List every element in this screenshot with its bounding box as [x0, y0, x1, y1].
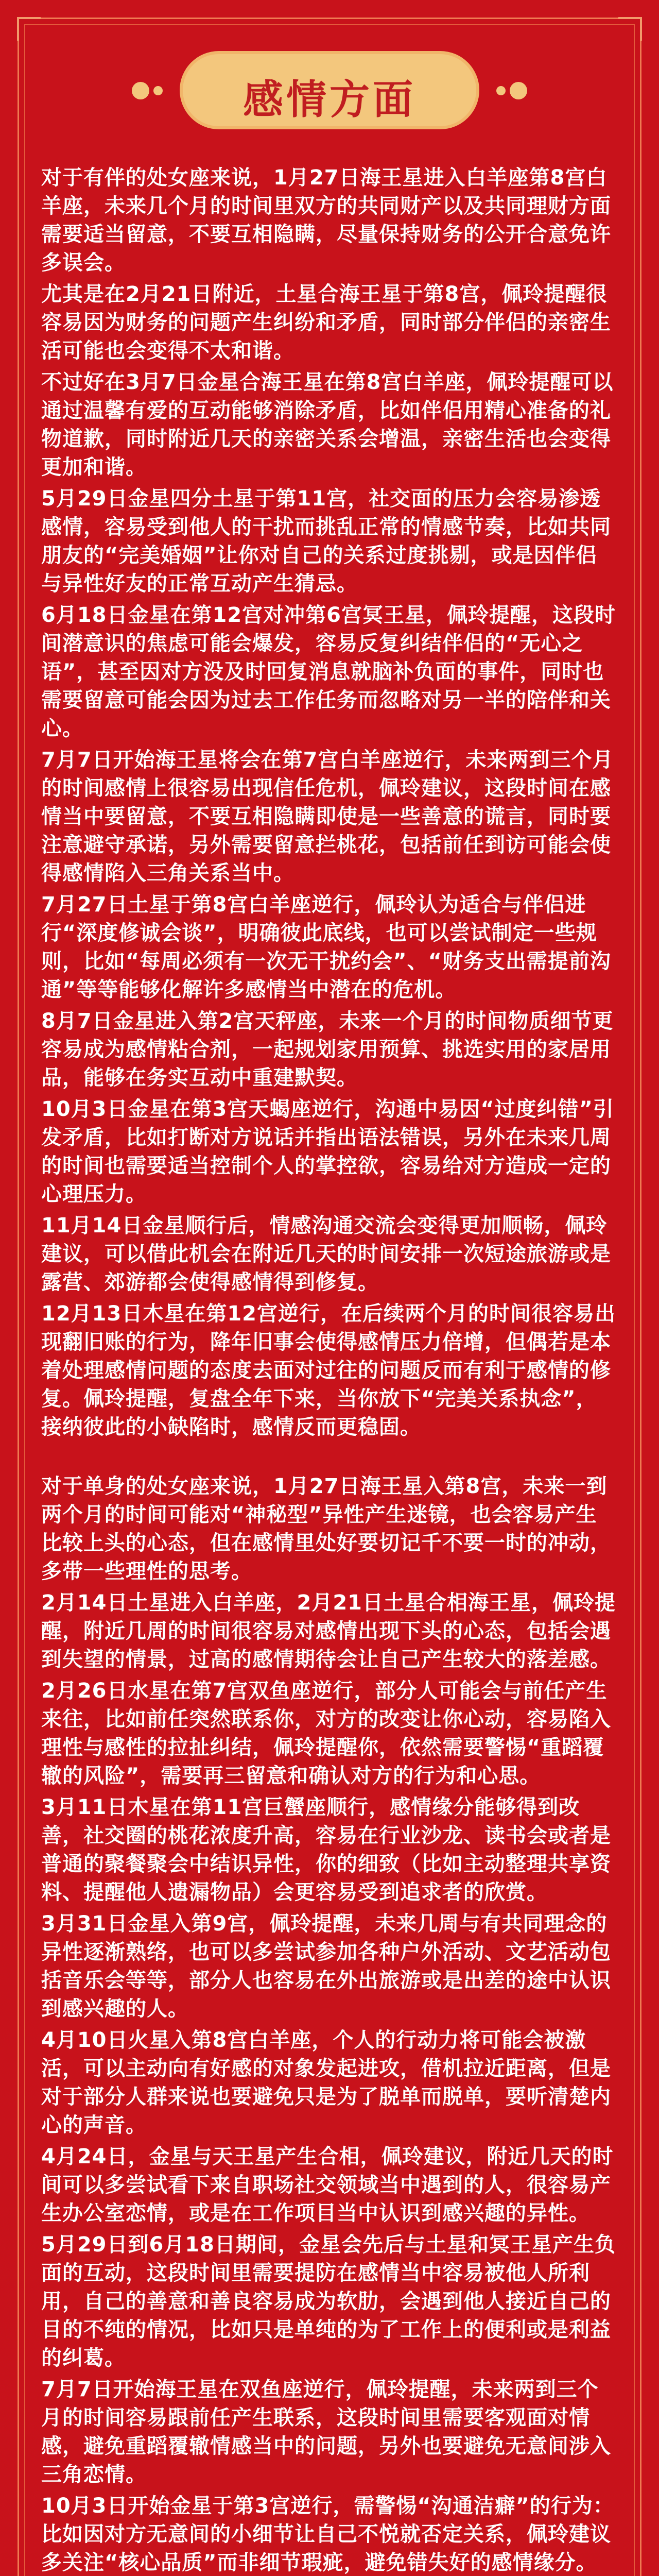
dot-ornament-icon	[485, 82, 536, 99]
paragraph: 2月14日土星进入白羊座，2月21日土星合相海王星，佩玲提醒，附近几周的时间很容易对感情出现下头的心态，包括会遇到失望的情景，过高的感情期待会让自己产生较大的落差感。	[41, 1591, 616, 1671]
paragraph: 11月14日金星顺行后，情感沟通交流会变得更加顺畅，佩玲建议，可以借此机会在附近几天的时间安排一次短途旅游或是露营、郊游都会使得感情得到修复。	[41, 1214, 611, 1294]
section-gap	[41, 1445, 618, 1472]
paragraph: 10月3日金星在第3宫天蝎座逆行，沟通中易因“过度纠错”引发矛盾，比如打断对方说话并指出语法错误，另外在未来几周的时间也需要适当控制个人的掌控欲，容易给对方造成一定的心理压力。	[41, 1097, 614, 1206]
paragraph: 12月13日木星在第12宫逆行，在后续两个月的时间很容易出现翻旧账的行为，降年旧事会使得感情压力倍增，但偶若是本着处理感情问题的态度去面对过往的问题反而有利于感情的修复。佩玲提醒，复盘全年下来，当你放下“完美关系执念”，接纳彼此的小缺陷时，感情反而更稳固。	[41, 1302, 616, 1439]
paragraph: 10月3日开始金星于第3宫逆行，需警惕“沟通洁癖”的行为：比如因对方无意间的小细节让自己不悦就否定关系，佩玲建议多关注“核心品质”而非细节瑕疵，避免错失好的感情缘分。	[41, 2494, 614, 2574]
page-title: 感情方面	[242, 77, 416, 123]
single-section	[41, 1472, 618, 2576]
article-body	[41, 164, 618, 2576]
paragraph: 2月26日水星在第7宫双鱼座逆行，部分人可能会与前任产生来往，比如前任突然联系你，对方的改变让你心动，容易陷入理性与感性的拉扯纠结，佩玲提醒你，依然需要警惕“重蹈覆辙的风险”，需要再三留意和确认对方的行为和心思。	[41, 1679, 611, 1788]
paragraph: 5月29日到6月18日期间，金星会先后与土星和冥王星产生负面的互动，这段时间里需要提防在感情当中容易被他人所利用，自己的善意和善良容易成为软肋，会遇到他人接近自己的目的不纯的情况，比如只是单纯的为了工作上的便利或是利益的纠葛。	[41, 2233, 616, 2370]
paragraph: 不过好在3月7日金星合海王星在第8宫白羊座，佩玲提醒可以通过温馨有爱的互动能够消除矛盾，比如伴侣用精心准备的礼物道歉，同时附近几天的亲密关系会增温，亲密生活也会变得更加和谐。	[41, 370, 614, 479]
paragraph: 7月7日开始海王星将会在第7宫白羊座逆行，未来两到三个月的时间感情上很容易出现信任危机，佩玲建议，这段时间在感情当中要留意，不要互相隐瞒即使是一些善意的谎言，同时要注意避守承诺，另外需要留意拦桃花，包括前任到访可能会使得感情陷入三角关系当中。	[41, 748, 614, 885]
corner-ornament	[17, 17, 41, 41]
paragraph: 7月27日土星于第8宫白羊座逆行，佩玲认为适合与伴侣进行“深度修诚会谈”，明确彼此底线，也可以尝试制定一些规则，比如“每周必须有一次无干扰约会”、“财务支出需提前沟通”等等能够化解许多感情当中潜在的危机。	[41, 893, 611, 1002]
paragraph: 3月11日木星在第11宫巨蟹座顺行，感情缘分能够得到改善，社交圈的桃花浓度升高，容易在行业沙龙、读书会或者是普通的聚餐聚会中结识异性，你的细致（比如主动整理共享资料、提醒他人遗漏物品）会更容易受到追求者的欣赏。	[41, 1795, 611, 1904]
title-banner	[183, 54, 476, 126]
paragraph: 3月31日金星入第9宫，佩玲提醒，未来几周与有共同理念的异性逐渐熟络，也可以多尝试参加各种户外活动、文艺活动包括音乐会等等，部分人也容易在外出旅游或是出差的途中认识到感兴趣的人。	[41, 1912, 611, 2021]
section-header	[0, 54, 659, 126]
paragraph: 4月10日火星入第8宫白羊座，个人的行动力将可能会被激活，可以主动向有好感的对象发起进攻，借机拉近距离，但是对于部分人群来说也要避免只是为了脱单而脱单，要听清楚内心的声音。	[41, 2028, 611, 2137]
partnered-section	[41, 164, 618, 1442]
dot-ornament-icon	[123, 82, 174, 99]
paragraph: 对于有伴的处女座来说，1月27日海王星进入白羊座第8宫白羊座，未来几个月的时间里双方的共同财产以及共同理财方面需要适当留意，不要互相隐瞒，尽量保持财务的公开合意免许多误会。	[41, 166, 611, 275]
corner-ornament	[618, 17, 642, 41]
paragraph: 尤其是在2月21日附近，土星合海王星于第8宫，佩玲提醒很容易因为财务的问题产生纠纷和矛盾，同时部分伴侣的亲密生活可能也会变得不太和谐。	[41, 282, 611, 363]
paragraph: 7月7日开始海王星在双鱼座逆行，佩玲提醒，未来两到三个月的时间容易跟前任产生联系，这段时间里需要客观面对情感，避免重蹈覆辙情感当中的问题，另外也要避免无意间涉入三角恋情。	[41, 2378, 611, 2486]
paragraph: 6月18日金星在第12宫对冲第6宫冥王星，佩玲提醒，这段时间潜意识的焦虑可能会爆发，容易反复纠结伴侣的“无心之语”，甚至因对方没及时回复消息就脑补负面的事件，同时也需要留意可能会因为过去工作任务而忽略对另一半的陪伴和关心。	[41, 603, 616, 740]
paragraph: 对于单身的处女座来说，1月27日海王星入第8宫，未来一到两个月的时间可能对“神秘型”异性产生迷镜，也会容易产生比较上头的心态，但在感情里处好要切记千不要一时的冲动，多带一些理性的思考。	[41, 1475, 611, 1583]
paragraph: 8月7日金星进入第2宫天秤座，未来一个月的时间物质细节更容易成为感情粘合剂，一起规划家用预算、挑选实用的家居用品，能够在务实互动中重建默契。	[41, 1009, 614, 1090]
paragraph: 5月29日金星四分土星于第11宫，社交面的压力会容易渗透感情，容易受到他人的干扰而挑乱正常的情感节奏，比如共同朋友的“完美婚姻”让你对自己的关系过度挑剔，或是因伴侣与异性好友的正常互动产生猜忌。	[41, 487, 611, 596]
paragraph: 4月24日，金星与天王星产生合相，佩玲建议，附近几天的时间可以多尝试看下来自职场社交领域当中遇到的人，很容易产生办公室恋情，或是在工作项目当中认识到感兴趣的异性。	[41, 2145, 614, 2225]
